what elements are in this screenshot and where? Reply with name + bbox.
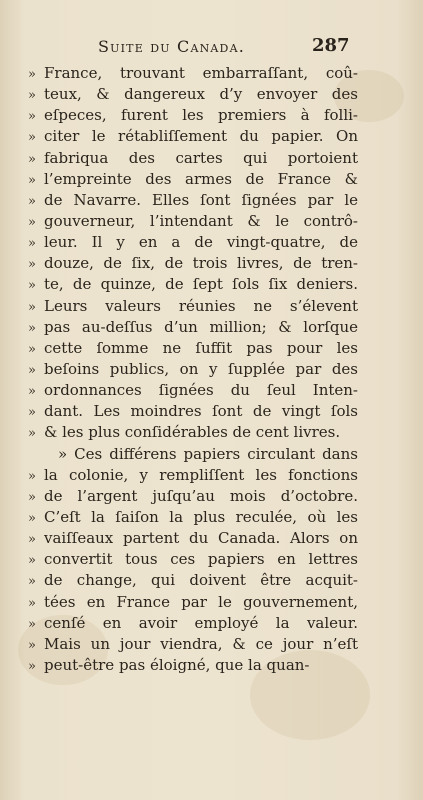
- quotation-mark: »: [28, 299, 36, 315]
- quotation-mark: »: [28, 88, 36, 104]
- text-line: [28, 507, 358, 528]
- line-text: convertit tous ces papiers en lettres: [44, 550, 358, 569]
- quotation-mark: »: [28, 510, 36, 526]
- quotation-mark: »: [28, 193, 36, 209]
- text-line: [28, 63, 358, 84]
- quotation-mark: »: [28, 468, 36, 484]
- page-number: 287: [312, 35, 350, 56]
- quotation-mark: »: [28, 320, 36, 336]
- line-text: Leurs valeurs réunies ne s’élevent: [44, 296, 358, 315]
- quotation-mark: »: [28, 109, 36, 125]
- quotation-mark: »: [28, 616, 36, 632]
- quotation-mark: »: [28, 405, 36, 421]
- text-line: [28, 338, 358, 359]
- text-line: [28, 634, 358, 655]
- quotation-mark: »: [28, 67, 36, 82]
- text-line: [28, 465, 358, 486]
- text-line: [28, 549, 358, 570]
- line-text: l’empreinte des armes de France &: [44, 169, 358, 188]
- line-text: pas au-deſſus d’un million; & lorſque: [44, 317, 358, 336]
- line-text: & les plus conſidérables de cent livres.: [44, 423, 341, 442]
- quotation-mark: »: [28, 489, 36, 505]
- line-text: la colonie, y rempliſſent les fonctions: [44, 465, 358, 484]
- line-text: vaiſſeaux partent du Canada. Alors on: [44, 529, 358, 548]
- quotation-mark: »: [28, 658, 36, 674]
- text-line: [28, 592, 358, 613]
- text-line: [28, 105, 358, 126]
- quotation-mark: »: [28, 214, 36, 230]
- text-line: [28, 380, 358, 401]
- line-text: de l’argent juſqu’au mois d’octobre.: [44, 486, 358, 505]
- text-line: [28, 401, 358, 422]
- line-text: fabriqua des cartes qui portoient: [44, 148, 358, 167]
- quotation-mark: »: [28, 574, 36, 590]
- text-line: [28, 422, 358, 443]
- quotation-mark: »: [28, 595, 36, 611]
- line-text: beſoins publics, on y ſupplée par des: [44, 359, 358, 378]
- quotation-mark: »: [28, 172, 36, 188]
- body-text: [28, 63, 358, 676]
- line-text: tées en France par le gouvernement,: [44, 592, 358, 611]
- text-line: [28, 486, 358, 507]
- quotation-mark: »: [28, 151, 36, 167]
- line-text: douze, de ſix, de trois livres, de tren-: [44, 254, 358, 273]
- line-text: cenſé en avoir employé la valeur.: [44, 613, 358, 632]
- running-head: Suite du Canada.: [98, 37, 246, 56]
- text-line: [28, 169, 358, 190]
- text-line: [28, 148, 358, 169]
- line-text: » Ces différens papiers circulant dans: [58, 444, 358, 463]
- line-text: de change, qui doivent être acquit-: [44, 571, 358, 590]
- quotation-mark: »: [28, 384, 36, 400]
- text-line: [28, 84, 358, 105]
- quotation-mark: »: [28, 637, 36, 653]
- quotation-mark: »: [28, 130, 36, 146]
- line-text: te, de quinze, de ſept ſols ſix deniers.: [44, 275, 358, 294]
- text-line: [28, 317, 358, 338]
- text-line: [28, 253, 358, 274]
- quotation-mark: »: [28, 341, 36, 357]
- text-line: [28, 613, 358, 634]
- line-text: dant. Les moindres ſont de vingt ſols: [44, 402, 358, 421]
- quotation-mark: »: [28, 278, 36, 294]
- quotation-mark: »: [28, 553, 36, 569]
- line-text: cette ſomme ne ſuffit pas pour les: [44, 338, 358, 357]
- text-line: [28, 444, 358, 465]
- line-text: citer le rétabliſſement du papier. On: [44, 127, 358, 146]
- text-line: [28, 211, 358, 232]
- text-line: [28, 232, 358, 253]
- text-line: [28, 655, 358, 676]
- line-text: de Navarre. Elles ſont ſignées par le: [44, 190, 358, 209]
- line-text: leur. Il y en a de vingt-quatre, de: [44, 233, 358, 252]
- page-header: [0, 35, 423, 59]
- line-text: gouverneur, l’intendant & le contrô-: [44, 211, 358, 230]
- line-text: teux, & dangereux d’y envoyer des: [44, 85, 358, 104]
- quotation-mark: »: [28, 257, 36, 273]
- text-line: [28, 126, 358, 147]
- line-text: France, trouvant embarraſſant, coû-: [44, 64, 358, 82]
- text-line: [28, 570, 358, 591]
- line-text: C’eſt la ſaiſon la plus reculée, où les: [44, 507, 358, 526]
- text-line: [28, 296, 358, 317]
- line-text: peut-être pas éloigné, que la quan-: [44, 655, 310, 674]
- line-text: ordonnances ſignées du ſeul Inten-: [44, 381, 358, 400]
- quotation-mark: »: [28, 362, 36, 378]
- quotation-mark: »: [28, 532, 36, 548]
- text-line: [28, 528, 358, 549]
- quotation-mark: »: [28, 236, 36, 252]
- line-text: Mais un jour viendra, & ce jour n’eſt: [44, 634, 358, 653]
- quotation-mark: »: [28, 426, 36, 442]
- text-line: [28, 359, 358, 380]
- text-line: [28, 274, 358, 295]
- line-text: eſpeces, furent les premiers à folli-: [44, 106, 358, 125]
- text-line: [28, 190, 358, 211]
